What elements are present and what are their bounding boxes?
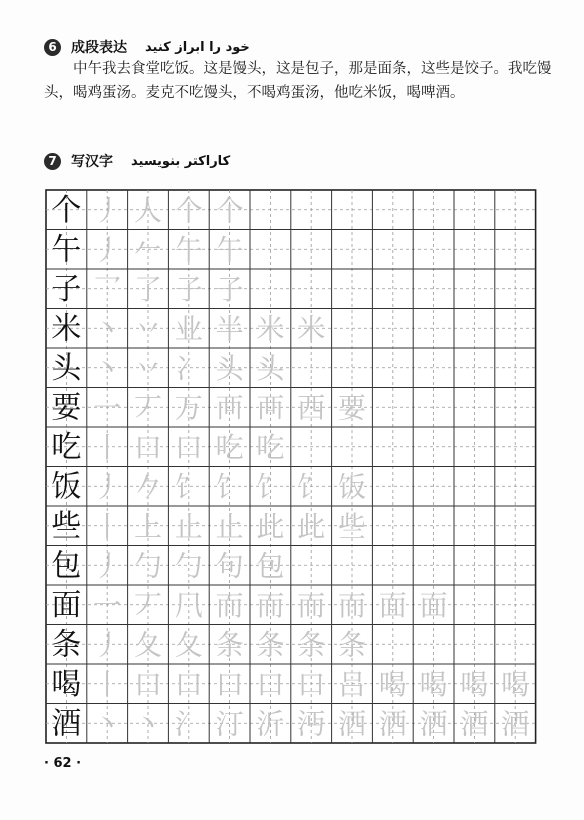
trace-stroke-character: 丿 bbox=[93, 628, 122, 662]
trace-stroke-character: 止 bbox=[215, 509, 244, 543]
trace-stroke-character: 汀 bbox=[215, 707, 244, 741]
model-character: 条 bbox=[51, 627, 82, 663]
trace-stroke-character: 上 bbox=[133, 509, 163, 543]
trace-stroke-character: 夂 bbox=[133, 628, 163, 662]
trace-stroke-character: 勹 bbox=[174, 549, 203, 583]
trace-stroke-character: 洒 bbox=[337, 707, 367, 741]
trace-stroke-character: 丆 bbox=[133, 391, 163, 425]
trace-stroke-character: 沔 bbox=[297, 707, 326, 741]
section6-title-persian: خود را ابراز کنید bbox=[145, 39, 250, 55]
trace-stroke-character: 丆 bbox=[133, 588, 163, 622]
section7-number-badge: 7 bbox=[44, 153, 61, 170]
model-character: 吃 bbox=[51, 429, 82, 465]
trace-stroke-character: 条 bbox=[215, 628, 244, 662]
trace-stroke-character: 西 bbox=[297, 391, 326, 425]
trace-stroke-character: 丷 bbox=[133, 351, 163, 385]
trace-stroke-character: 子 bbox=[174, 272, 203, 306]
trace-stroke-character: 冫 bbox=[174, 351, 203, 385]
trace-stroke-character: 𠂉 bbox=[133, 233, 163, 267]
trace-stroke-character: 吕 bbox=[337, 667, 367, 701]
model-character: 午 bbox=[51, 232, 82, 268]
trace-stroke-character: 口 bbox=[133, 430, 163, 464]
trace-stroke-character: 米 bbox=[297, 312, 326, 346]
trace-stroke-character: 句 bbox=[215, 549, 244, 583]
trace-stroke-character: 人 bbox=[133, 193, 163, 227]
trace-stroke-character: 丨 bbox=[93, 430, 122, 464]
trace-stroke-character: 而 bbox=[337, 588, 367, 622]
trace-stroke-character: 面 bbox=[419, 588, 448, 622]
section6-title: 成段表达 bbox=[71, 40, 127, 56]
trace-stroke-character: 口 bbox=[297, 667, 326, 701]
trace-stroke-character: 止 bbox=[174, 509, 203, 543]
trace-stroke-character: 一 bbox=[93, 391, 122, 425]
model-character: 米 bbox=[51, 311, 82, 347]
section6-header bbox=[44, 37, 250, 57]
trace-stroke-character: 口 bbox=[174, 430, 203, 464]
trace-stroke-character: 业 bbox=[174, 312, 203, 346]
section7-header bbox=[44, 151, 230, 171]
trace-stroke-character: 丿 bbox=[93, 470, 122, 504]
trace-stroke-character: 𠂊 bbox=[133, 470, 163, 504]
trace-stroke-character: 万 bbox=[174, 391, 203, 425]
section7-title-persian: کاراکتر بنویسید bbox=[131, 153, 231, 169]
trace-stroke-character: 喝 bbox=[501, 667, 530, 701]
trace-stroke-character: 饭 bbox=[337, 470, 367, 504]
model-character: 面 bbox=[51, 587, 82, 623]
trace-stroke-character: 口 bbox=[215, 667, 244, 701]
trace-stroke-character: 而 bbox=[256, 588, 285, 622]
trace-stroke-character: 氵 bbox=[174, 707, 203, 741]
trace-stroke-character: 个 bbox=[215, 193, 244, 227]
trace-stroke-character: 条 bbox=[297, 628, 326, 662]
trace-stroke-character: 了 bbox=[133, 272, 163, 306]
trace-stroke-character: 包 bbox=[256, 549, 285, 583]
model-character: 头 bbox=[51, 350, 82, 386]
trace-stroke-character: 丿 bbox=[93, 549, 122, 583]
trace-stroke-character: 沂 bbox=[256, 707, 285, 741]
trace-stroke-character: 夂 bbox=[174, 628, 203, 662]
trace-stroke-character: 丿 bbox=[93, 193, 122, 227]
trace-stroke-character: 午 bbox=[174, 233, 203, 267]
trace-stroke-character: 酒 bbox=[501, 707, 530, 741]
trace-stroke-character: 一 bbox=[93, 588, 122, 622]
trace-stroke-character: 半 bbox=[215, 312, 244, 346]
trace-stroke-character: 午 bbox=[215, 233, 244, 267]
trace-stroke-character: 些 bbox=[337, 509, 367, 543]
trace-stroke-character: 而 bbox=[297, 588, 326, 622]
trace-stroke-character: 𠘨 bbox=[174, 588, 203, 622]
trace-stroke-character: 饣 bbox=[174, 470, 203, 504]
trace-stroke-character: 子 bbox=[215, 272, 244, 306]
section6-number-badge: 6 bbox=[44, 39, 61, 56]
trace-stroke-character: 口 bbox=[133, 667, 163, 701]
trace-stroke-character: 丨 bbox=[93, 509, 122, 543]
trace-stroke-character: 口 bbox=[256, 667, 285, 701]
trace-stroke-character: 饣 bbox=[256, 470, 285, 504]
trace-stroke-character: 头 bbox=[256, 351, 285, 385]
model-character: 包 bbox=[51, 548, 82, 584]
trace-stroke-character: 此 bbox=[256, 509, 285, 543]
model-character: 些 bbox=[51, 508, 82, 544]
trace-stroke-character: 洒 bbox=[378, 707, 407, 741]
trace-stroke-character: 个 bbox=[174, 193, 203, 227]
trace-stroke-character: 乛 bbox=[93, 272, 122, 306]
model-character: 要 bbox=[51, 390, 82, 426]
character-practice-grid bbox=[44, 188, 538, 745]
trace-stroke-character: 米 bbox=[256, 312, 285, 346]
trace-stroke-character: 襾 bbox=[215, 391, 244, 425]
trace-stroke-character: 酒 bbox=[460, 707, 489, 741]
trace-stroke-character: 而 bbox=[215, 588, 244, 622]
trace-stroke-character: 喝 bbox=[419, 667, 448, 701]
trace-stroke-character: 此 bbox=[297, 509, 326, 543]
trace-stroke-character: 饣 bbox=[297, 470, 326, 504]
trace-stroke-character: 喝 bbox=[378, 667, 407, 701]
trace-stroke-character: 丶 bbox=[93, 351, 122, 385]
model-character: 子 bbox=[51, 271, 82, 307]
trace-stroke-character: 吃 bbox=[215, 430, 244, 464]
trace-stroke-character: 头 bbox=[215, 351, 244, 385]
trace-stroke-character: 丿 bbox=[93, 233, 122, 267]
trace-stroke-character: 口 bbox=[174, 667, 203, 701]
trace-stroke-character: 条 bbox=[337, 628, 367, 662]
trace-stroke-character: 要 bbox=[337, 391, 367, 425]
trace-stroke-character: 襾 bbox=[256, 391, 285, 425]
model-character: 饭 bbox=[51, 469, 82, 505]
trace-stroke-character: 丶 bbox=[133, 707, 163, 741]
trace-stroke-character: 饣 bbox=[215, 470, 244, 504]
model-character: 个 bbox=[51, 192, 82, 228]
trace-stroke-character: 丶 bbox=[93, 312, 122, 346]
model-character: 酒 bbox=[51, 706, 82, 742]
trace-stroke-character: 洒 bbox=[419, 707, 448, 741]
page-number: · 62 · bbox=[44, 756, 82, 771]
trace-stroke-character: 丷 bbox=[133, 312, 163, 346]
trace-stroke-character: 条 bbox=[256, 628, 285, 662]
model-character: 喝 bbox=[51, 666, 82, 702]
trace-stroke-character: 吃 bbox=[256, 430, 285, 464]
trace-stroke-character: 勹 bbox=[133, 549, 163, 583]
trace-stroke-character: 丨 bbox=[93, 667, 122, 701]
trace-stroke-character: 丶 bbox=[93, 707, 122, 741]
trace-stroke-character: 喝 bbox=[460, 667, 489, 701]
trace-stroke-character: 面 bbox=[378, 588, 407, 622]
section6-paragraph: 中午我去食堂吃饭。这是馒头，这是包子，那是面条，这些是饺子。我吃馒头，喝鸡蛋汤。麦克不吃馒头，不喝鸡蛋汤，他吃米饭，喝啤酒。 bbox=[44, 61, 552, 101]
section7-title: 写汉字 bbox=[71, 154, 113, 170]
